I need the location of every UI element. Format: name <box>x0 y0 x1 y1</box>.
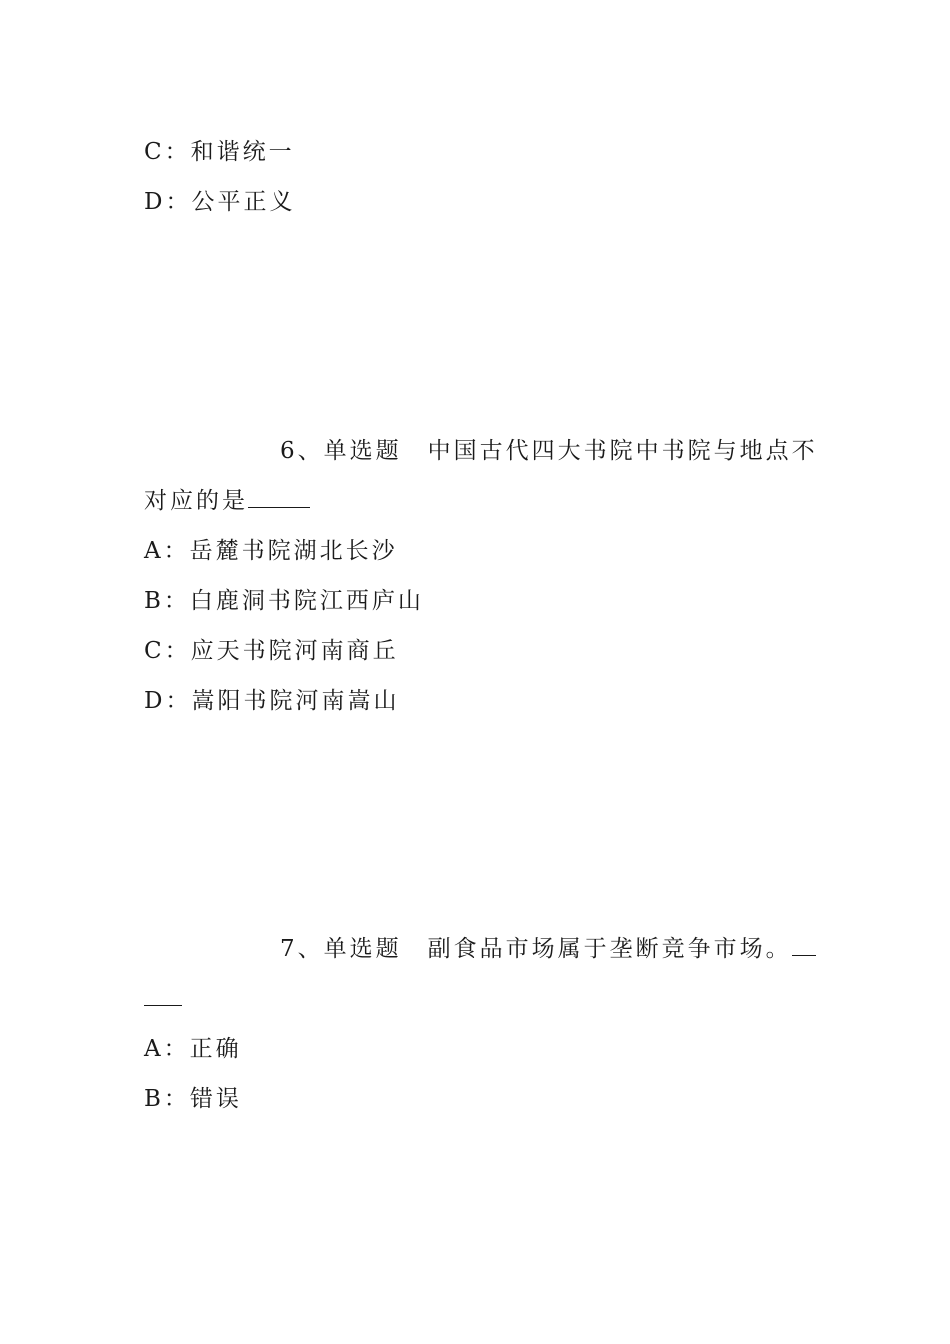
option-text: 错误 <box>189 1086 242 1112</box>
answer-blank <box>144 985 182 1006</box>
option-a <box>144 1035 242 1063</box>
option-text: 和谐统一 <box>190 139 295 165</box>
option-text: 正确 <box>189 1036 242 1062</box>
question-text: 对应的是 <box>144 488 248 514</box>
question-text: 副食品市场属于垄断竞争市场。 <box>427 936 792 962</box>
question-7-blank-cont <box>144 985 182 1013</box>
option-label: C： <box>144 638 191 664</box>
option-label: D： <box>144 688 192 714</box>
answer-blank <box>792 935 816 956</box>
question-type: 单选题 <box>323 936 402 962</box>
option-label: A： <box>144 538 190 564</box>
question-6-stem-cont <box>144 487 310 515</box>
option-text: 应天书院河南商丘 <box>190 638 399 664</box>
question-type: 单选题 <box>323 438 402 464</box>
option-text: 嵩阳书院河南嵩山 <box>191 688 400 714</box>
answer-blank <box>248 487 310 508</box>
option-label: C： <box>144 139 191 165</box>
option-d <box>144 188 295 216</box>
option-b <box>144 1085 242 1113</box>
option-c <box>144 637 399 665</box>
option-label: A： <box>144 1036 190 1062</box>
option-label: D： <box>144 189 192 215</box>
question-number: 7、 <box>280 936 324 962</box>
question-number: 6、 <box>280 438 324 464</box>
option-label: B： <box>144 588 190 614</box>
option-a <box>144 537 398 565</box>
option-c <box>144 138 295 166</box>
option-text: 公平正义 <box>191 189 296 215</box>
option-text: 白鹿洞书院江西庐山 <box>189 588 424 614</box>
option-b <box>144 587 424 615</box>
question-6-stem <box>280 437 818 465</box>
option-label: B： <box>144 1086 190 1112</box>
question-text: 中国古代四大书院中书院与地点不 <box>427 438 818 464</box>
question-7-stem <box>280 935 816 963</box>
option-d <box>144 687 399 715</box>
option-text: 岳麓书院湖北长沙 <box>189 538 398 564</box>
